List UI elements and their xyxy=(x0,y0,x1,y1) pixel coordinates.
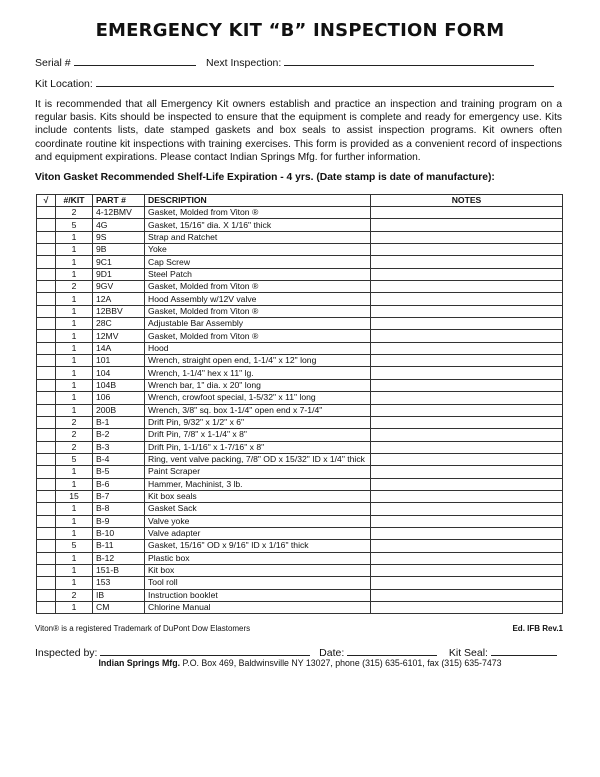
description-cell: Hammer, Machinist, 3 lb. xyxy=(145,478,371,490)
description-cell: Gasket Sack xyxy=(145,503,371,515)
table-row xyxy=(37,342,563,354)
part-cell: 14A xyxy=(93,342,145,354)
description-cell: Gasket, 15/16" dia. X 1/16" thick xyxy=(145,219,371,231)
qty-cell: 1 xyxy=(56,231,93,243)
date-field[interactable] xyxy=(347,646,437,656)
notes-cell[interactable] xyxy=(371,355,563,367)
qty-cell: 2 xyxy=(56,281,93,293)
description-cell: Paint Scraper xyxy=(145,466,371,478)
notes-cell[interactable] xyxy=(371,453,563,465)
table-row xyxy=(37,392,563,404)
qty-cell: 1 xyxy=(56,478,93,490)
notes-cell[interactable] xyxy=(371,540,563,552)
table-row xyxy=(37,490,563,502)
qty-cell: 1 xyxy=(56,330,93,342)
table-row xyxy=(37,429,563,441)
part-cell: B-5 xyxy=(93,466,145,478)
qty-header: #/KIT xyxy=(56,195,93,207)
qty-cell: 1 xyxy=(56,404,93,416)
check-cell[interactable] xyxy=(37,367,56,379)
table-row xyxy=(37,441,563,453)
check-cell[interactable] xyxy=(37,268,56,280)
notes-cell[interactable] xyxy=(371,318,563,330)
table-row xyxy=(37,219,563,231)
qty-cell: 1 xyxy=(56,466,93,478)
part-cell: B-2 xyxy=(93,429,145,441)
table-row xyxy=(37,256,563,268)
edition-label: Ed. IFB Rev.1 xyxy=(512,624,563,633)
notes-cell[interactable] xyxy=(371,392,563,404)
description-cell: Gasket, Molded from Viton ® xyxy=(145,305,371,317)
description-header: DESCRIPTION xyxy=(145,195,371,207)
inspected-by-label: Inspected by: xyxy=(35,647,98,659)
kit-seal-field[interactable] xyxy=(491,646,557,656)
description-cell: Wrench, crowfoot special, 1-5/32" x 11" long xyxy=(145,392,371,404)
description-cell: Cap Screw xyxy=(145,256,371,268)
kit-seal-label: Kit Seal: xyxy=(448,647,488,659)
description-cell: Drift Pin, 7/8" x 1-1/4" x 8" xyxy=(145,429,371,441)
description-cell: Wrench, 1-1/4" hex x 11" lg. xyxy=(145,367,371,379)
notes-cell[interactable] xyxy=(371,379,563,391)
company-contact: P.O. Box 469, Baldwinsville NY 13027, phone (315) 635-6101, fax (315) 635-7473 xyxy=(182,658,502,668)
intro-paragraph: It is recommended that all Emergency Kit owners establish and practice an inspection and training program on a regular basis. Kits should be inspected to ensure that the equipment is complete and ready for emergency use. Kits include contents lists, date stamped gaskets and box seals to assist inspection programs. Kit owners often coordinate routine kit inspections with training exercises. This form is provided as a convenient record of inspections and equipment expirations. Please contact Indian Springs Mfg. for further information. xyxy=(35,99,562,163)
table-row xyxy=(37,379,563,391)
table-row xyxy=(37,367,563,379)
notes-cell[interactable] xyxy=(371,602,563,614)
qty-cell: 1 xyxy=(56,268,93,280)
check-cell[interactable] xyxy=(37,540,56,552)
qty-cell: 1 xyxy=(56,552,93,564)
description-cell: Strap and Ratchet xyxy=(145,231,371,243)
check-cell[interactable] xyxy=(37,392,56,404)
part-cell: 12A xyxy=(93,293,145,305)
part-cell: B-4 xyxy=(93,453,145,465)
description-cell: Gasket, Molded from Viton ® xyxy=(145,207,371,219)
description-cell: Drift Pin, 1-1/16" x 1-7/16" x 8" xyxy=(145,441,371,453)
form-title: EMERGENCY KIT “B” INSPECTION FORM xyxy=(95,20,505,41)
part-cell: B-11 xyxy=(93,540,145,552)
notes-cell[interactable] xyxy=(371,367,563,379)
qty-cell: 1 xyxy=(56,379,93,391)
inspected-by-field[interactable] xyxy=(100,646,310,656)
part-cell: 104 xyxy=(93,367,145,379)
notes-cell[interactable] xyxy=(371,293,563,305)
part-cell: 9C1 xyxy=(93,256,145,268)
check-cell[interactable] xyxy=(37,466,56,478)
next-inspection-field[interactable] xyxy=(284,56,534,66)
next-inspection-row xyxy=(206,56,534,69)
description-cell: Wrench, 3/8" sq. box 1-1/4" open end x 7-1/4" xyxy=(145,404,371,416)
check-cell[interactable] xyxy=(37,441,56,453)
part-cell: B-9 xyxy=(93,515,145,527)
description-cell: Kit box xyxy=(145,564,371,576)
table-row xyxy=(37,466,563,478)
description-cell: Instruction booklet xyxy=(145,589,371,601)
table-row xyxy=(37,602,563,614)
check-cell[interactable] xyxy=(37,293,56,305)
notes-cell[interactable] xyxy=(371,478,563,490)
part-cell: B-7 xyxy=(93,490,145,502)
part-cell: B-12 xyxy=(93,552,145,564)
description-cell: Chlorine Manual xyxy=(145,602,371,614)
description-cell: Wrench bar, 1" dia. x 20" long xyxy=(145,379,371,391)
check-cell[interactable] xyxy=(37,527,56,539)
check-cell[interactable] xyxy=(37,219,56,231)
qty-cell: 1 xyxy=(56,256,93,268)
kit-location-row xyxy=(35,77,554,90)
notes-cell[interactable] xyxy=(371,231,563,243)
notes-header: NOTES xyxy=(371,195,563,207)
qty-cell: 1 xyxy=(56,355,93,367)
table-row xyxy=(37,589,563,601)
description-cell: Gasket, 15/16" OD x 9/16" ID x 1/16" thick xyxy=(145,540,371,552)
part-cell: 9GV xyxy=(93,281,145,293)
part-cell: 200B xyxy=(93,404,145,416)
notes-cell[interactable] xyxy=(371,503,563,515)
part-cell: 12MV xyxy=(93,330,145,342)
check-cell[interactable] xyxy=(37,330,56,342)
notes-cell[interactable] xyxy=(371,466,563,478)
qty-cell: 1 xyxy=(56,318,93,330)
check-cell[interactable] xyxy=(37,244,56,256)
part-cell: 101 xyxy=(93,355,145,367)
part-header: PART # xyxy=(93,195,145,207)
description-cell: Tool roll xyxy=(145,577,371,589)
notes-cell[interactable] xyxy=(371,441,563,453)
notes-cell[interactable] xyxy=(371,256,563,268)
trademark-note: Viton® is a registered Trademark of DuPont Dow Elastomers xyxy=(35,624,251,633)
table-row xyxy=(37,540,563,552)
notes-cell[interactable] xyxy=(371,490,563,502)
serial-row xyxy=(35,56,196,69)
qty-cell: 1 xyxy=(56,244,93,256)
qty-cell: 1 xyxy=(56,305,93,317)
description-cell: Plastic box xyxy=(145,552,371,564)
qty-cell: 2 xyxy=(56,589,93,601)
description-cell: Valve adapter xyxy=(145,527,371,539)
qty-cell: 5 xyxy=(56,453,93,465)
qty-cell: 1 xyxy=(56,564,93,576)
qty-cell: 1 xyxy=(56,577,93,589)
kit-location-field[interactable] xyxy=(96,77,554,87)
description-cell: Yoke xyxy=(145,244,371,256)
description-cell: Valve yoke xyxy=(145,515,371,527)
kit-location-label: Kit Location: xyxy=(35,78,93,90)
part-cell: CM xyxy=(93,602,145,614)
qty-cell: 2 xyxy=(56,416,93,428)
kit-contents-table xyxy=(36,194,563,614)
check-cell[interactable] xyxy=(37,355,56,367)
notes-cell[interactable] xyxy=(371,244,563,256)
table-row xyxy=(37,293,563,305)
qty-cell: 1 xyxy=(56,527,93,539)
notes-cell[interactable] xyxy=(371,281,563,293)
table-row xyxy=(37,281,563,293)
next-inspection-label: Next Inspection: xyxy=(206,57,282,69)
table-row xyxy=(37,207,563,219)
check-cell[interactable] xyxy=(37,256,56,268)
part-cell: 106 xyxy=(93,392,145,404)
check-cell[interactable] xyxy=(37,478,56,490)
notes-cell[interactable] xyxy=(371,552,563,564)
serial-field[interactable] xyxy=(74,56,196,66)
part-cell: 4-12BMV xyxy=(93,207,145,219)
notes-cell[interactable] xyxy=(371,305,563,317)
notes-cell[interactable] xyxy=(371,342,563,354)
notes-cell[interactable] xyxy=(371,515,563,527)
check-cell[interactable] xyxy=(37,305,56,317)
check-cell[interactable] xyxy=(37,490,56,502)
check-cell[interactable] xyxy=(37,453,56,465)
table-row xyxy=(37,330,563,342)
notes-cell[interactable] xyxy=(371,564,563,576)
notes-cell[interactable] xyxy=(371,404,563,416)
description-cell: Hood Assembly w/12V valve xyxy=(145,293,371,305)
check-cell[interactable] xyxy=(37,602,56,614)
table-row xyxy=(37,416,563,428)
check-cell[interactable] xyxy=(37,318,56,330)
part-cell: 28C xyxy=(93,318,145,330)
part-cell: 4G xyxy=(93,219,145,231)
table-row xyxy=(37,478,563,490)
part-cell: B-8 xyxy=(93,503,145,515)
qty-cell: 1 xyxy=(56,515,93,527)
table-header-row xyxy=(37,195,563,207)
description-cell: Gasket, Molded from Viton ® xyxy=(145,330,371,342)
part-cell: 151-B xyxy=(93,564,145,576)
notes-cell[interactable] xyxy=(371,268,563,280)
check-cell[interactable] xyxy=(37,589,56,601)
qty-cell: 1 xyxy=(56,342,93,354)
description-cell: Steel Patch xyxy=(145,268,371,280)
table-row xyxy=(37,318,563,330)
check-cell[interactable] xyxy=(37,564,56,576)
check-cell[interactable] xyxy=(37,207,56,219)
notes-cell[interactable] xyxy=(371,207,563,219)
notes-cell[interactable] xyxy=(371,416,563,428)
part-cell: B-1 xyxy=(93,416,145,428)
table-row xyxy=(37,244,563,256)
qty-cell: 1 xyxy=(56,392,93,404)
qty-cell: 15 xyxy=(56,490,93,502)
check-cell[interactable] xyxy=(37,342,56,354)
serial-label: Serial # xyxy=(35,57,71,69)
qty-cell: 1 xyxy=(56,367,93,379)
part-cell: 104B xyxy=(93,379,145,391)
notes-cell[interactable] xyxy=(371,589,563,601)
check-cell[interactable] xyxy=(37,416,56,428)
description-cell: Adjustable Bar Assembly xyxy=(145,318,371,330)
description-cell: Ring, vent valve packing, 7/8" OD x 15/32" ID x 1/4" thick xyxy=(145,453,371,465)
table-row xyxy=(37,503,563,515)
table-row xyxy=(37,552,563,564)
check-cell[interactable] xyxy=(37,231,56,243)
qty-cell: 5 xyxy=(56,540,93,552)
part-cell: 12BBV xyxy=(93,305,145,317)
table-row xyxy=(37,564,563,576)
description-cell: Drift Pin, 9/32" x 1/2" x 6" xyxy=(145,416,371,428)
qty-cell: 5 xyxy=(56,219,93,231)
company-address xyxy=(0,658,600,668)
table-row xyxy=(37,268,563,280)
table-row xyxy=(37,355,563,367)
part-cell: 153 xyxy=(93,577,145,589)
part-cell: B-3 xyxy=(93,441,145,453)
check-cell[interactable] xyxy=(37,552,56,564)
check-cell[interactable] xyxy=(37,281,56,293)
check-cell[interactable] xyxy=(37,379,56,391)
table-row xyxy=(37,527,563,539)
description-cell: Kit box seals xyxy=(145,490,371,502)
notes-cell[interactable] xyxy=(371,219,563,231)
qty-cell: 2 xyxy=(56,441,93,453)
table-row xyxy=(37,453,563,465)
table-row xyxy=(37,515,563,527)
qty-cell: 2 xyxy=(56,207,93,219)
table-row xyxy=(37,577,563,589)
table-row xyxy=(37,305,563,317)
notes-cell[interactable] xyxy=(371,330,563,342)
check-cell[interactable] xyxy=(37,404,56,416)
check-cell[interactable] xyxy=(37,515,56,527)
description-cell: Hood xyxy=(145,342,371,354)
part-cell: IB xyxy=(93,589,145,601)
table-row xyxy=(37,231,563,243)
part-cell: 9D1 xyxy=(93,268,145,280)
check-cell[interactable] xyxy=(37,503,56,515)
qty-cell: 2 xyxy=(56,429,93,441)
part-cell: 9S xyxy=(93,231,145,243)
notes-cell[interactable] xyxy=(371,577,563,589)
check-cell[interactable] xyxy=(37,577,56,589)
qty-cell: 1 xyxy=(56,503,93,515)
date-label: Date: xyxy=(319,647,345,659)
part-cell: 9B xyxy=(93,244,145,256)
table-row xyxy=(37,404,563,416)
qty-cell: 1 xyxy=(56,293,93,305)
part-cell: B-6 xyxy=(93,478,145,490)
description-cell: Wrench, straight open end, 1-1/4" x 12" long xyxy=(145,355,371,367)
shelf-life-heading: Viton Gasket Recommended Shelf-Life Expiration - 4 yrs. (Date stamp is date of manufacture): xyxy=(35,172,495,183)
notes-cell[interactable] xyxy=(371,429,563,441)
description-cell: Gasket, Molded from Viton ® xyxy=(145,281,371,293)
qty-cell: 1 xyxy=(56,602,93,614)
notes-cell[interactable] xyxy=(371,527,563,539)
check-header: √ xyxy=(37,195,56,207)
check-cell[interactable] xyxy=(37,429,56,441)
part-cell: B-10 xyxy=(93,527,145,539)
company-name: Indian Springs Mfg. xyxy=(98,658,181,668)
